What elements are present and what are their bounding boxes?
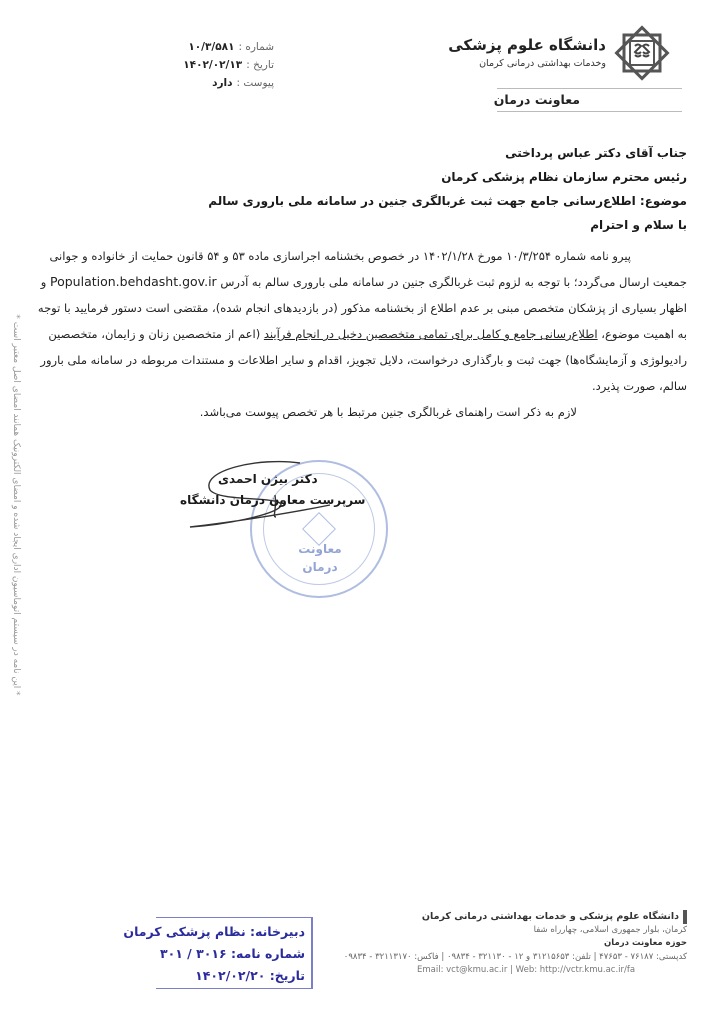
letter-number-value: ۱۰/۳/۵۸۱ xyxy=(188,41,235,53)
subject-line: موضوع: اطلاع‌رسانی جامع جهت ثبت غربالگری جنین در سامانه ملی باروری سالم xyxy=(208,194,687,208)
divider xyxy=(497,88,682,89)
addressee-block xyxy=(208,141,687,237)
addressee-name: جناب آقای دکتر عباس پرداختی xyxy=(505,146,687,160)
website-link[interactable]: Population.behdasht.gov.ir xyxy=(50,274,217,289)
registry-stamp xyxy=(123,917,312,989)
greeting: با سلام و احترام xyxy=(590,218,687,232)
letter-body xyxy=(37,243,687,425)
body-line: سالم، صورت پذیرد. xyxy=(592,379,687,393)
attachment-row xyxy=(104,74,274,92)
letter-date-value: ۱۴۰۲/۰۲/۱۳ xyxy=(183,59,243,71)
university-logo-icon xyxy=(611,22,673,84)
body-text: (اعم از متخصصین زنان و زایمان، متخصصین xyxy=(48,327,261,341)
body-line xyxy=(40,269,687,295)
electronic-signature-note xyxy=(6,310,26,700)
registry-number-value: ۳۰۱۶ / ۳۰۱ xyxy=(159,946,227,961)
attachment-label: پیوست : xyxy=(236,77,274,89)
footer-dept: حوزه معاونت درمان xyxy=(604,938,687,948)
stamp-text xyxy=(290,540,350,576)
university-subtitle: وخدمات بهداشتی درمانی کرمان xyxy=(479,58,606,69)
letter-number-label: شماره : xyxy=(238,41,274,53)
registry-office: دبیرخانه: نظام پزشکی کرمان xyxy=(123,924,305,939)
body-text: جمعیت ارسال می‌گردد؛ با توجه به لزوم ثبت غربالگری جنین در سامانه ملی باروری سالم به آدرس xyxy=(220,275,687,289)
letter-number-row xyxy=(104,38,274,56)
stamp-text-line: درمان xyxy=(302,560,338,574)
stamp-text-line: معاونت xyxy=(298,542,342,556)
underlined-text: اطلاع‌رسانی جامع و کامل برای تمامی متخصصین دخیل در انجام فرآیند xyxy=(263,327,598,341)
footer-address: کرمان، بلوار جمهوری اسلامی، چهارراه شفا xyxy=(533,924,687,935)
footer-web[interactable]: Email: vct@kmu.ac.ir | Web: http://vctr.kmu.ac.ir/fa xyxy=(417,965,636,975)
body-text: به اهمیت موضوع، xyxy=(601,327,687,341)
letter-date-row xyxy=(104,56,274,74)
department-name: معاونت درمان xyxy=(493,92,580,107)
side-note-text: * این نامه در سیستم اتوماسیون اداری ایجاد شده و امضای الکترونیک همانند امضای اصل معتبر است * xyxy=(11,314,21,696)
registry-number-label: شماره نامه: xyxy=(231,946,305,961)
body-line xyxy=(46,321,687,347)
signatory-title: سرپرست معاون درمان دانشگاه xyxy=(180,493,366,507)
registry-stamp-border xyxy=(312,917,313,989)
registry-date-label: تاریخ: xyxy=(269,968,305,983)
addressee-title: رئیس محترم سازمان نظام پزشکی کرمان xyxy=(441,170,687,184)
attachment-value: دارد xyxy=(212,77,233,89)
letter-date-label: تاریخ : xyxy=(246,59,274,71)
letterhead-footer xyxy=(343,910,687,978)
body-line: لازم به ذکر است راهنمای غربالگری جنین مرتبط با هر تخصص پیوست می‌باشد. xyxy=(199,405,577,419)
body-line: رادیولوژی و آزمایشگاه‌ها) جهت ثبت و بارگذاری درخواست، دلایل تجویز، اقدام و سایر اطلاعات و مستندات مربوطه در سامانه ملی بارور xyxy=(40,353,687,367)
body-text: و xyxy=(40,275,47,289)
university-name: دانشگاه علوم پزشکی xyxy=(448,36,606,54)
divider xyxy=(497,111,682,112)
registry-date-value: ۱۴۰۲/۰۲/۲۰ xyxy=(195,968,266,983)
signatory-name: دکتر بیژن احمدی xyxy=(218,472,318,486)
registry-date-row xyxy=(156,965,305,987)
body-line: پیرو نامه شماره ۱۰/۳/۲۵۴ مورخ ۱۴۰۲/۱/۲۸ در خصوص بخشنامه اجراسازی ماده ۵۳ و ۵۴ قانون حمایت از خانواده و جوانی xyxy=(49,249,631,263)
letter-meta xyxy=(104,38,274,92)
registry-number-row xyxy=(156,943,305,965)
footer-contact: کدپستی: ۷۶۱۸۷ - ۴۷۶۵۳ | تلفن: ۳۱۲۱۵۶۵۳ و ۱۲ - ۳۲۱۱۳۰ - ۰۹۸۳۴ | فاکس: ۳۲۱۱۳۱۷۰ - ۰۹۸۳۴ xyxy=(343,951,687,962)
footer-org: دانشگاه علوم پزشکی و خدمات بهداشتی درمانی کرمان xyxy=(417,910,687,924)
body-line: اظهار بسیاری از پزشکان متخصص مبنی بر عدم اطلاع از بخشنامه مذکور (در بازدیدهای انجام شده)، مقتضی است دستور فرمایید با توجه xyxy=(37,301,687,315)
